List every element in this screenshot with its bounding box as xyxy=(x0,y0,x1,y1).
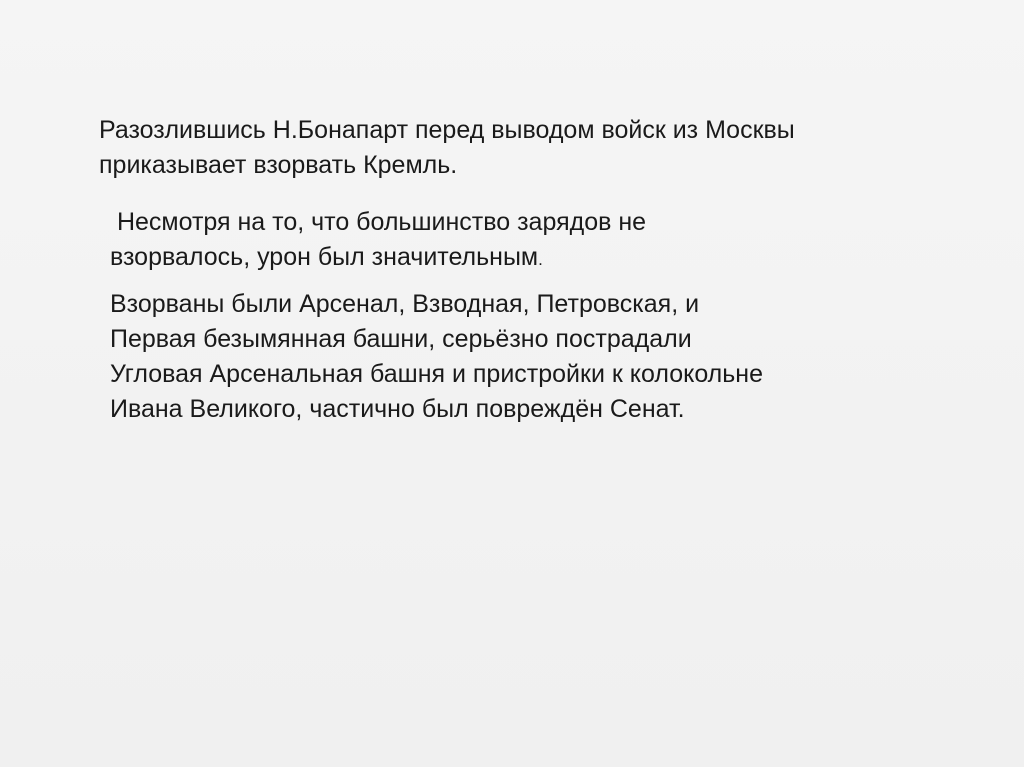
paragraph-line: Несмотря на то, что большинство зарядов не xyxy=(110,208,647,236)
paragraph-line: Угловая Арсенальная башня и пристройки к колокольне xyxy=(110,360,763,388)
paragraph-line: Первая безымянная башни, серьёзно пострадали xyxy=(110,325,692,353)
paragraph-line: взорвалось, урон был значительным xyxy=(110,243,539,271)
paragraph-damage xyxy=(110,205,646,277)
paragraph-period: . xyxy=(538,250,543,269)
paragraph-napoleon-order xyxy=(99,113,795,183)
paragraph-line: Ивана Великого, частично был повреждён Сенат. xyxy=(110,395,685,423)
paragraph-destroyed-towers xyxy=(110,287,763,427)
paragraph-line: Разозлившись Н.Бонапарт перед выводом войск из Москвы xyxy=(99,116,795,144)
paragraph-line: приказывает взорвать Кремль. xyxy=(99,151,458,179)
paragraph-line: Взорваны были Арсенал, Взводная, Петровская, и xyxy=(110,290,700,318)
